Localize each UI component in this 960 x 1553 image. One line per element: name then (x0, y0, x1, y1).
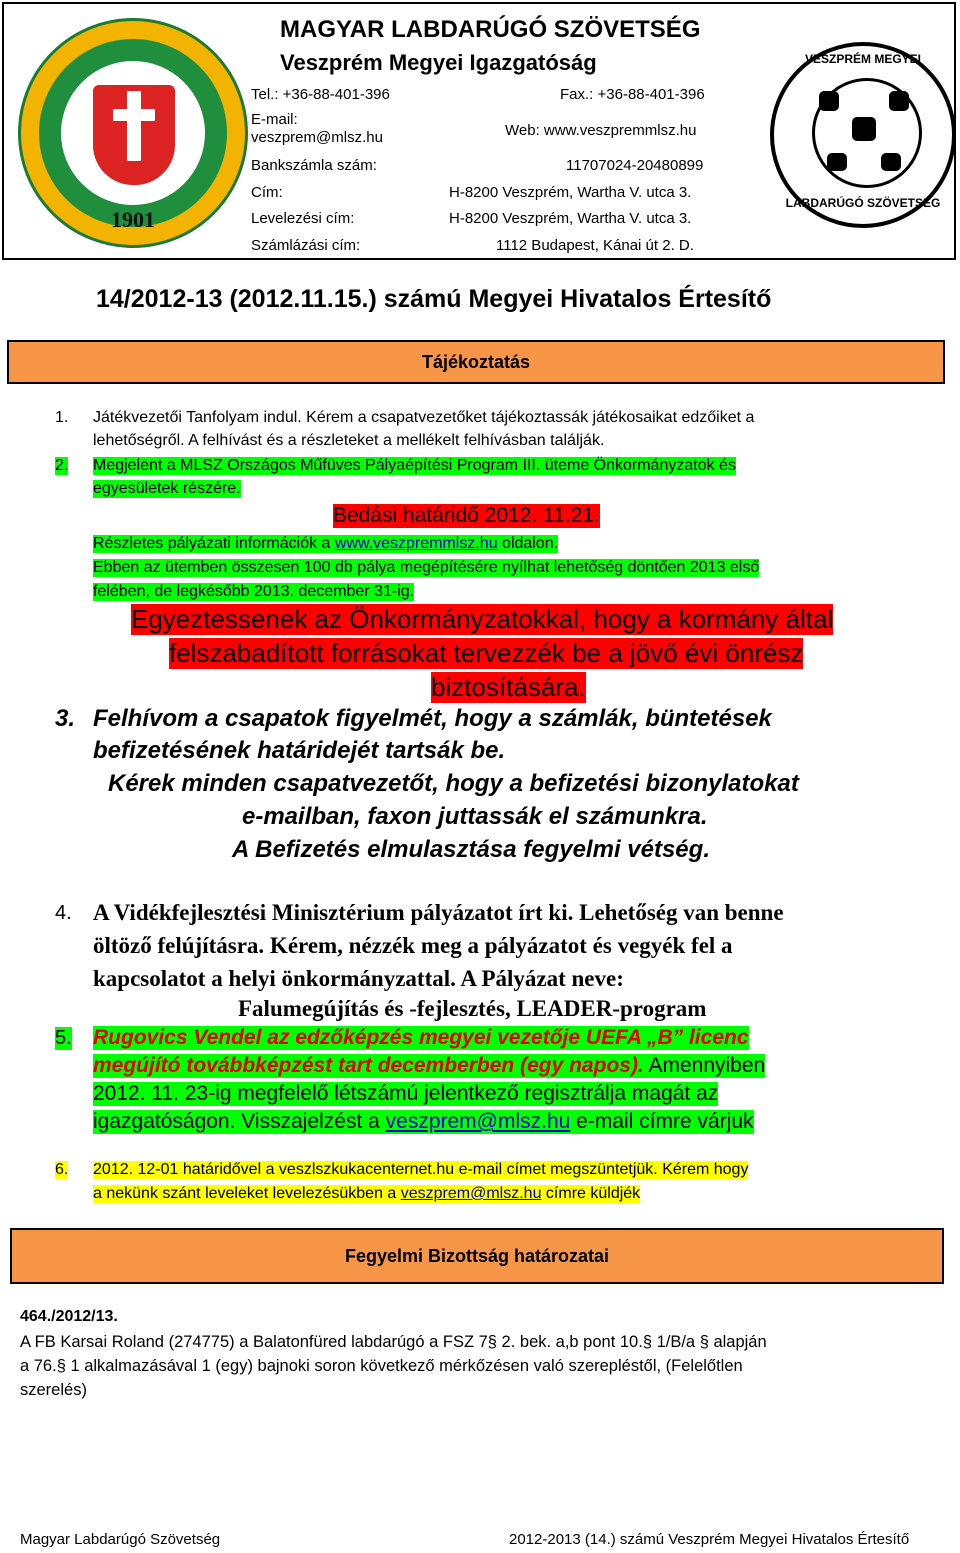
item-number: 2. (55, 457, 69, 474)
item4-line4: Falumegújítás és -fejlesztés, LEADER-program (238, 996, 707, 1021)
item5-line2-end: Amennyiben (643, 1054, 766, 1077)
email[interactable]: veszprem@mlsz.hu (251, 129, 383, 146)
ball-patch (889, 91, 909, 111)
footer-left: Magyar Labdarúgó Szövetség (20, 1531, 221, 1548)
item5-line4-end: e-mail címre várjuk (570, 1110, 754, 1133)
item5-line2 (93, 1054, 765, 1078)
footer-right: 2012-2013 (14.) számú Veszprém Megyei Hivatalos Értesítő (509, 1531, 910, 1548)
soccer-ball-icon (812, 78, 922, 188)
mail-label: Levelezési cím: (251, 210, 355, 227)
email-link[interactable]: veszprem@mlsz.hu (385, 1110, 571, 1133)
email-label: E-mail: (251, 111, 298, 128)
item-number: 3. (55, 705, 76, 732)
item5-line4 (93, 1110, 754, 1134)
item6-line2-end: címre küldjék (541, 1185, 641, 1202)
fax: Fax.: +36-88-401-396 (560, 86, 705, 103)
ball-patch (819, 91, 839, 111)
bank: 11707024-20480899 (566, 157, 704, 174)
veszprem-logo (770, 42, 956, 228)
item-number: 5. (55, 1027, 72, 1049)
ball-patch (827, 153, 847, 171)
details-text: Részletes pályázati információk a (93, 535, 335, 552)
org-subtitle: Veszprém Megyei Igazgatóság (280, 50, 597, 75)
cross-bar-icon (113, 109, 155, 121)
item3-line2: befizetésének határidejét tartsák be. (93, 737, 506, 764)
item3-line4: e-mailban, faxon juttassák el számunkra. (242, 803, 708, 830)
decision-line1: A FB Karsai Roland (274775) a Balatonfüred labdarúgó a FSZ 7§ 2. bek. a,b pont 10.§ 1/B/a § alapján (20, 1333, 767, 1351)
ball-patch (852, 117, 876, 141)
item3-line1: Felhívom a csapatok figyelmét, hogy a számlák, büntetések (93, 705, 772, 732)
item4-line2: öltöző felújításra. Kérem, nézzék meg a pályázatot és vegyék fel a (93, 933, 733, 958)
address-label: Cím: (251, 184, 283, 201)
item1-line2: lehetőségről. A felhívást és a részleteket a mellékelt felhívásban találják. (93, 432, 605, 449)
logo-text-top: VESZPRÉM MEGYEI (804, 52, 922, 66)
item5-line3: 2012. 11. 23-ig megfelelő létszámú jelentkező regisztrálja magát az (93, 1082, 719, 1105)
item2-red-line2: felszabadított forrásokat tervezzék be a jövő évi önrész (169, 638, 804, 668)
item6-line2-text: a nekünk szánt leveleket levelezésükben a (93, 1185, 401, 1202)
item2-line3: Ebben az ütemben összesen 100 db pálya megépítésére nyílhat lehetőség döntően 2013 első (93, 559, 760, 576)
billing-address: 1112 Budapest, Kánai út 2. D. (496, 237, 694, 254)
tel: Tel.: +36-88-401-396 (251, 86, 390, 103)
decision-line3: szerelés) (20, 1381, 87, 1399)
item2-red-line1: Egyeztessenek az Önkormányzatokkal, hogy a kormány által (131, 604, 834, 634)
decision-line2: a 76.§ 1 alkalmazásával 1 (egy) bajnoki soron következő mérkőzésen való szerepléstől, (Felelőtlen (20, 1357, 743, 1375)
logo-year: 1901 (111, 207, 155, 232)
website-link[interactable]: www.veszpremmlsz.hu (334, 535, 498, 552)
item4-line3: kapcsolatot a helyi önkormányzattal. A Pályázat neve: (93, 966, 624, 991)
ball-patch (881, 153, 901, 171)
item1-line1: Játékvezetői Tanfolyam indul. Kérem a csapatvezetőket tájékoztassák játékosaikat edzőiket a (93, 409, 755, 426)
cross-icon (127, 91, 141, 161)
item2-details (93, 535, 558, 553)
item6-line2 (93, 1185, 640, 1203)
logo-text-bottom: LABDARÚGÓ SZÖVETSÉG (785, 196, 941, 210)
email-link[interactable]: veszprem@mlsz.hu (400, 1185, 542, 1202)
item2-line1: Megjelent a MLSZ Országos Műfüves Pályaépítési Program III. üteme Önkormányzatok és (93, 457, 736, 474)
item5-line1: Rugovics Vendel az edzőképzés megyei vezetője UEFA „B” licenc (93, 1026, 749, 1049)
item2-line4: felében, de legkésőbb 2013. december 31-ig. (93, 583, 415, 600)
item-number: 4. (55, 902, 72, 924)
document-title: 14/2012-13 (2012.11.15.) számú Megyei Hivatalos Értesítő (96, 285, 772, 313)
decision-number: 464./2012/13. (20, 1308, 118, 1325)
item3-line5: A Befizetés elmulasztása fegyelmi vétség. (232, 836, 710, 863)
section-heading-disciplinary: Fegyelmi Bizottság határozatai (10, 1228, 944, 1284)
item3-line3: Kérek minden csapatvezetőt, hogy a befizetési bizonylatokat (108, 770, 799, 797)
item5-line4-text: igazgatóságon. Visszajelzést a (93, 1110, 386, 1133)
item5-line2-red: megújító továbbképzést tart decemberben (egy napos). (93, 1054, 644, 1077)
billing-label: Számlázási cím: (251, 237, 361, 254)
bank-label: Bankszámla szám: (251, 157, 377, 174)
letterhead (2, 2, 956, 260)
section-heading-info: Tájékoztatás (7, 340, 945, 384)
mail-address: H-8200 Veszprém, Wartha V. utca 3. (449, 210, 692, 227)
item-number: 6. (55, 1161, 69, 1178)
address: H-8200 Veszprém, Wartha V. utca 3. (449, 184, 692, 201)
mlsz-logo (18, 18, 248, 248)
item4-line1: A Vidékfejlesztési Minisztérium pályázatot írt ki. Lehetőség van benne (93, 900, 784, 925)
item6-line1: 2012. 12-01 határidővel a veszlszkukacenternet.hu e-mail címet megszüntetjük. Kérem hogy (93, 1161, 749, 1178)
item2-red-line3: biztosítására. (431, 672, 586, 702)
details-text-end: oldalon. (497, 535, 559, 552)
web[interactable]: Web: www.veszpremmlsz.hu (505, 122, 697, 139)
item2-line2: egyesületek részére. (93, 480, 241, 497)
item2-deadline: Bedási határidő 2012. 11.21. (333, 504, 600, 527)
item-number: 1. (55, 409, 69, 426)
org-title: MAGYAR LABDARÚGÓ SZÖVETSÉG (280, 16, 701, 43)
